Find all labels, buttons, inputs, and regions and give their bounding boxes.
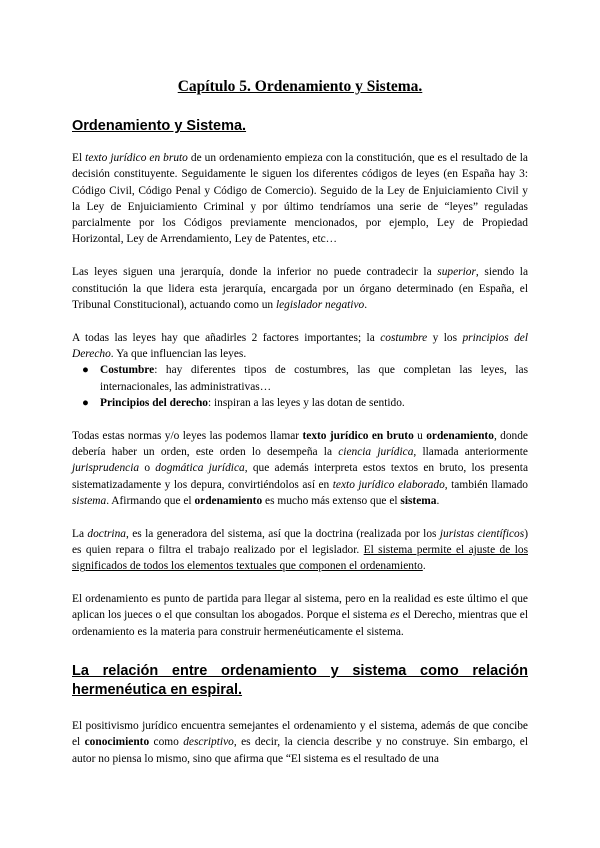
- paragraph-doctrina: La doctrina, es la generadora del sistema, así que la doctrina (realizada por los juristas científicos) es quien repara o filtra el trabajo realizado por el legislador. El sistema permite el ajuste de los significados de todos los elementos textuales que componen el ordenamiento.: [72, 527, 528, 573]
- list-item: ● Costumbre: hay diferentes tipos de costumbres, las que completan las leyes, las internacionales, las administrativas…: [82, 364, 528, 393]
- chapter-title: Capítulo 5. Ordenamiento y Sistema.: [177, 78, 423, 95]
- bullet-icon: ●: [82, 364, 89, 377]
- paragraph-factores: A todas las leyes hay que añadirles 2 factores importantes; la costumbre y los principios del Derecho. Ya que influencian las leyes.: [72, 331, 529, 360]
- bullet-list: [72, 362, 528, 411]
- section2-body: [72, 718, 528, 783]
- paragraph-texto-juridico: El texto jurídico en bruto de un ordenamiento empieza con la constitución, que es el resultado de la decisión constituyente. Seguidamente le siguen los diferentes códigos de leyes (en España hay 3: Código Civil, Código Penal y Código de Comercio). Seguido de la Ley de Enjuiciamiento Civil y la Ley de Enjuiciamiento Criminal y por último tendríamos una serie de “leyes” reguladas parcialmente por los Códigos previamente mencionados, por ejemplo, Ley de Propiedad Horizontal, Ley de Arrendamiento, Ley de Patentes, etc…: [72, 152, 528, 246]
- section-heading-ordenamiento-sistema: Ordenamiento y Sistema.: [72, 118, 247, 134]
- list-item: ● Principios del derecho: inspiran a las leyes y las dotan de sentido.: [100, 395, 528, 411]
- section1-body: [72, 150, 528, 656]
- section-heading-relacion-hermeneutica: La relación entre ordenamiento y sistema como relación hermenéutica en espiral.: [72, 663, 528, 698]
- paragraph-punto-de-partida: El ordenamiento es punto de partida para llegar al sistema, pero en la realidad es este último el que aplican los jueces o el que consultan los abogados. Porque el sistema es el Derecho, mientras que el ordenamiento es la materia para construir hermenéuticamente el sistema.: [72, 593, 528, 638]
- bullet-icon: ●: [82, 396, 89, 409]
- paragraph-positivismo: El positivismo jurídico encuentra semejantes el ordenamiento y el sistema, además de que concibe el conocimiento como descriptivo, es decir, la ciencia describe y no construye. Sin embargo, el autor no piensa lo mismo, sino que afirma que “El sistema es el resultado de una: [72, 720, 528, 765]
- paragraph-jerarquia: Las leyes siguen una jerarquía, donde la inferior no puede contradecir la superior, siendo la constitución la que lidera esta jerarquía, encargada por un órgano determinado (en España, el Tribunal Constitucional), actuando como un legislador negativo.: [72, 266, 528, 311]
- paragraph-normas: Todas estas normas y/o leyes las podemos llamar texto jurídico en bruto u ordenamiento, donde debería haber un orden, este orden lo desempeña la ciencia jurídica, llamada anteriormente jurisprudencia o dogmática jurídica, que además interpreta estos textos en bruto, los presenta sistematizadamente y los depura, convirtiéndolos así en texto jurídico elaborado, también llamado sistema. Afirmando que el ordenamiento es mucho más extenso que el sistema.: [72, 429, 528, 507]
